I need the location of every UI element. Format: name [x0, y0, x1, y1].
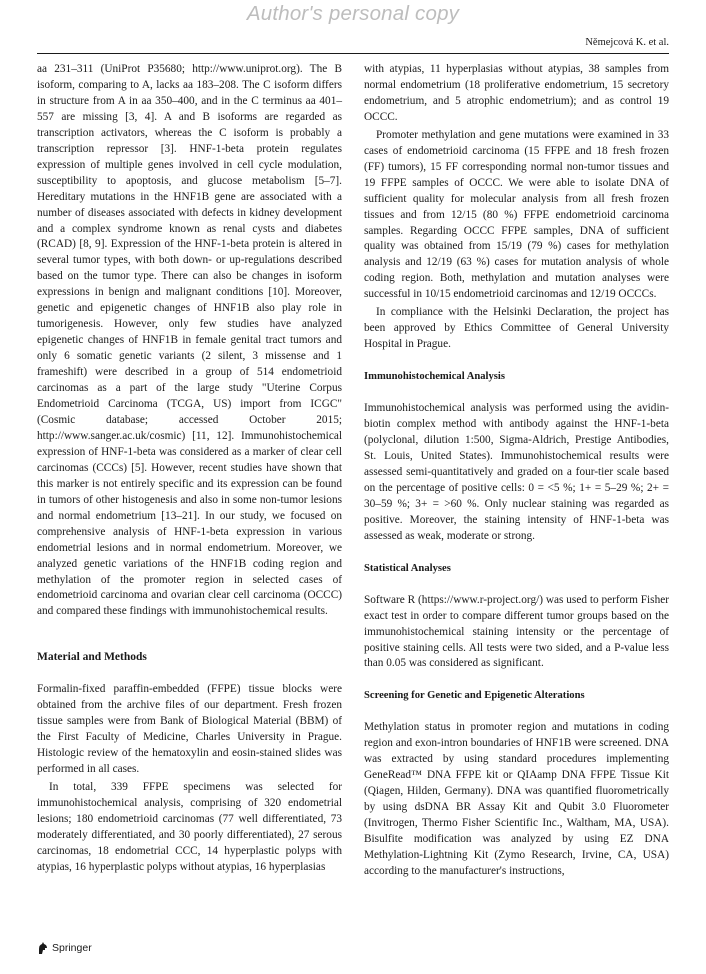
running-head: Němejcová K. et al. [585, 37, 669, 48]
paragraph: with atypias, 11 hyperplasias without atypias, 38 samples from normal endometrium (18 proliferative endometrium, 15 secretory endometrium, and 5 atrophic endometrium); and as control 19 OCCC. [364, 63, 669, 123]
section-heading-methods: Material and Methods [37, 651, 147, 664]
footer [37, 940, 92, 956]
springer-horse-logo-icon [37, 941, 49, 955]
paragraph: Promoter methylation and gene mutations were examined in 33 cases of endometrioid carcinoma (15 FFPE and 18 fresh frozen (FF) tumors), 15 FF corresponding normal non-tumor tissues and 19 FFPE samples of OCCC. We were able to isolate DNA of sufficient quality for molecular analysis from all fresh frozen tissues and from 12/15 (80 %) FFPE endometrioid carcinoma samples. Regarding OCCC FFPE samples, DNA of sufficient quality was obtained from 15/19 (79 %) cases for methylation analysis and 12/19 (63 %) cases for mutation analysis of whole coding region. Both, methylation and mutation analyses were successful in 10/15 endometrioid carcinomas and 12/19 OCCCs. [364, 128, 669, 301]
paragraph: In compliance with the Helsinki Declaration, the project has been approved by Ethics Committee of General University Hospital in Prague. [364, 306, 669, 351]
publisher-name: Springer [52, 942, 92, 954]
paragraph: Software R (https://www.r-project.org/) was used to perform Fisher exact test in order to compare different tumor groups based on the immunohistochemical staining intensity or the percentage of positive staining cells. All tests were two sided, and a P-value less than 0.05 was considered as significant. [364, 593, 669, 670]
paragraph: Immunohistochemical analysis was performed using the avidin-biotin complex method with antibody against the HNF-1-beta (polyclonal, dilution 1:500, Sigma-Aldrich, Prestige Antibodies, St. Louis, United States). Immunohistochemical results were assessed semi-quantitatively and graded on a four-tier scale based on the percentage of positive cells: 0 = <5 %; 1+ = 5–29 %; 2+ = 30–59 %; 3+ = >60 %. Only nuclear staining was regarded as positive. Moreover, the staining intensity of HNF-1-beta was assessed as weak, moderate or strong. [364, 402, 669, 542]
header-rule [37, 53, 669, 54]
section-heading-screening: Screening for Genetic and Epigenetic Alterations [364, 690, 585, 702]
left-column [37, 62, 342, 876]
watermark: Author's personal copy [246, 2, 460, 25]
section-heading-ihc: Immunohistochemical Analysis [364, 371, 505, 383]
section-heading-stats: Statistical Analyses [364, 562, 451, 574]
paragraph: Methylation status in promoter region and mutations in coding region and exon-intron boundaries of HNF1B were screened. DNA was extracted by using standard procedures implementing GeneRead™ DNA FFPE kit or QIAamp DNA FFPE Tissue Kit (Qiagen, Hilden, Germany). DNA was quantified fluorometrically by using dsDNA BR Assay Kit and Qubit 3.0 Fluorometer (Invitrogen, Thermo Fisher Scientific Inc., Waltham, MA, USA). Bisulfite modification was analyzed by using EZ DNA Methylation-Lightning Kit (Zymo Research, Irvine, CA, USA) according to the manufacturer's instructions, [364, 721, 669, 877]
paragraph: aa 231–311 (UniProt P35680; http://www.uniprot.org). The B isoform, comparing to A, lacks aa 183–208. The C isoform differs in structure from A in aa 350–400, and in the C terminus aa 401–557 are missing [3, 4]. A and B isoforms are regarded as transcription activators, whereas the C isoform is probably a transcription repressor [3]. HNF-1-beta protein regulates expression of multiple genes involved in cell cycle modulation, susceptibility to apoptosis, and glucose metabolism [5–7]. Hereditary mutations in the HNF1B gene are associated with a number of diseases associated with defects in kidney development and a complex syndrome known as renal cysts and diabetes (RCAD) [8, 9]. Expression of the HNF-1-beta protein is altered in several tumor types, with both down- or up-regulations described based on the tumor type. There can also be changes in isoform expressions in benign and malignant conditions [10]. Moreover, genetic and epigenetic changes of HNF1B also play role in tumorigenesis. However, only few studies have analyzed epigenetic changes of HNF1B in female genital tract tumors and only 6 somatic genetic variants (2 silent, 3 missense and 1 frameshift) were described in a group of 514 endometrioid carcinomas as a part of the large study "Uterine Corpus Endometrioid Carcinoma (TCGA, US) import from ICGC" (Cosmic database; accessed October 2015; http://www.sanger.ac.uk/cosmic) [11, 12]. Immunohistochemical expression of HNF-1-beta was considered as a marker of clear cell carcinomas (CCCs) [5]. However, recent studies have shown that this marker is not entirely specific and its expression can be found in tumors of other histogenesis and also in some non-tumor lesions and normal endometrium [13–21]. In our study, we focused on comprehensive analysis of HNF-1-beta expression in various endometrial lesions and in normal endometrium. Moreover, we analyzed genetic variations of the HNF1B coding region and methylation of the promoter region in selected cases of endometrioid carcinoma and ovarian clear cell carcinoma (OCCC) and compared these findings with immunohistochemical results. [37, 63, 342, 618]
paragraph: In total, 339 FFPE specimens was selected for immunohistochemical analysis, comprising of 320 endometrial lesions; 180 endometrioid carcinomas (77 well differentiated, 73 moderately differentiated, and 30 poorly differentiated), 27 serous carcinomas, 18 endometrial CCC, 14 hyperplastic polyps with atypias, 16 hyperplastic polyps without atypias, 16 hyperplasias [37, 781, 342, 873]
right-column [364, 62, 669, 880]
paragraph: Formalin-fixed paraffin-embedded (FFPE) tissue blocks were obtained from the archive files of our department. Fresh frozen tissue samples were from Bank of Biological Material (BBM) of the First Faculty of Medicine, Charles University in Prague. Histologic review of the hematoxylin and eosin-stained slides was performed in all cases. [37, 683, 342, 776]
